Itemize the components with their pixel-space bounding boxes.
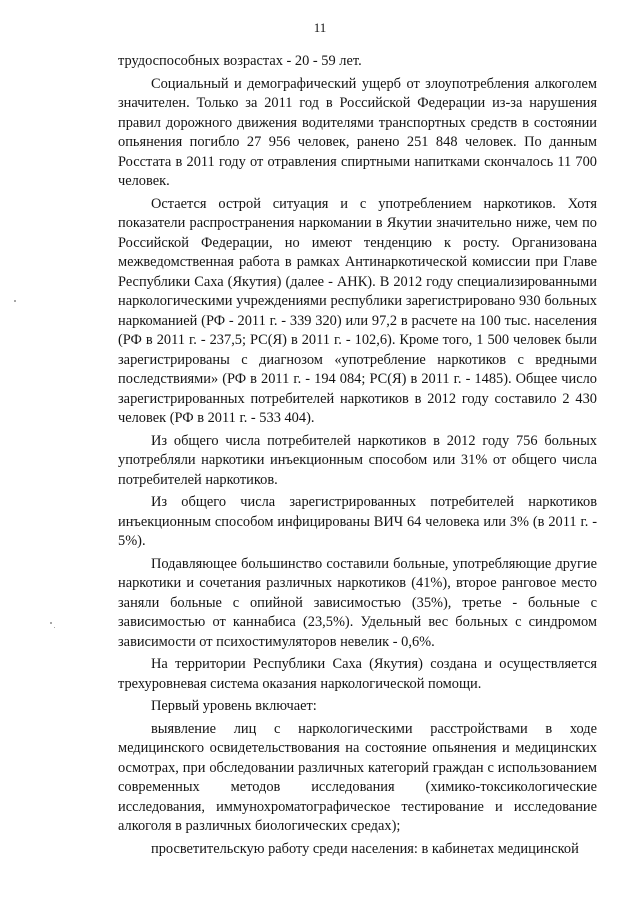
paragraph-first-level: Первый уровень включает: [151,698,317,714]
body-text [118,52,597,862]
paragraph-drug-situation: Остается острой ситуация и с употреблением наркотиков. Хотя показатели распространения наркомании в Якутии значительно ниже, чем по Российской Федерации, но имеют тенденцию к росту. Организована межведомственная работа в рамках Антинаркотической комиссии при Главе Республики Саха (Якутия) (далее - АНК). В 2012 году специализированными наркологическими учреждениями республики зарегистрировано 930 больных наркоманией (РФ - 2011 г. - 339 320) или 97,2 в расчете на 100 тыс. населения (РФ в 2011 г. - 237,5; РС(Я) в 2011 г. - 102,6). Кроме того, 1 500 человек были зарегистрированы с диагнозом «употребление наркотиков с вредными последствиями» (РФ в 2011 г. - 194 084; РС(Я) в 2011 г. - 1485). Общее число зарегистрированных потребителей наркотиков в 2012 году составило 2 430 человек (РФ в 2011 г. - 533 404). [118,195,597,426]
paragraph-detection: выявление лиц с наркологическими расстройствами в ходе медицинского освидетельствования на состояние опьянения и медицинских осмотрах, при обследовании различных категорий граждан с использованием современных методов исследования (химико-токсикологические исследования, иммунохроматографическое тестирование и исследование алкоголя в различных биологических средах); [118,720,597,834]
paragraph-education: просветительскую работу среди населения: в кабинетах медицинской [151,840,579,857]
paragraph-majority: Подавляющее большинство составили больные, употребляющие другие наркотики и сочетания различных наркотиков (41%), второе ранговое место заняли больные с опийной зависимостью (35%), третье - больные с зависимостью от каннабиса (23,5%). Удельный вес больных с синдромом зависимости от психостимуляторов невелик - 0,6%. [118,555,597,650]
paragraph-three-level-system: На территории Республики Саха (Якутия) создана и осуществляется трехуровневая система оказания наркологической помощи. [118,656,597,692]
paragraph-hiv: Из общего числа зарегистрированных потребителей наркотиков инъекционным способом инфицированы ВИЧ 64 человека или 3% (в 2011 г. - 5%). [118,494,597,549]
scan-speck [50,622,52,624]
paragraph-social-damage: Социальный и демографический ущерб от злоупотребления алкоголем значителен. Только за 2011 год в Российской Федерации из-за нарушения правил дорожного движения водителями транспортных средств в состоянии опьянения погибло 27 956 человек, ранено 251 848 человек. По данным Росстата в 2011 году от отравления спиртными напитками скончалось 11 700 человек. [118,75,597,189]
scan-speck [14,300,16,302]
page-number: 11 [313,20,327,35]
paragraph-continuation: трудоспособных возрастах - 20 - 59 лет. [118,53,362,69]
scan-speck [54,627,55,628]
paragraph-injection-users: Из общего числа потребителей наркотиков в 2012 году 756 больных употребляли наркотики инъекционным способом или 31% от общего числа потребителей наркотиков. [118,432,597,488]
